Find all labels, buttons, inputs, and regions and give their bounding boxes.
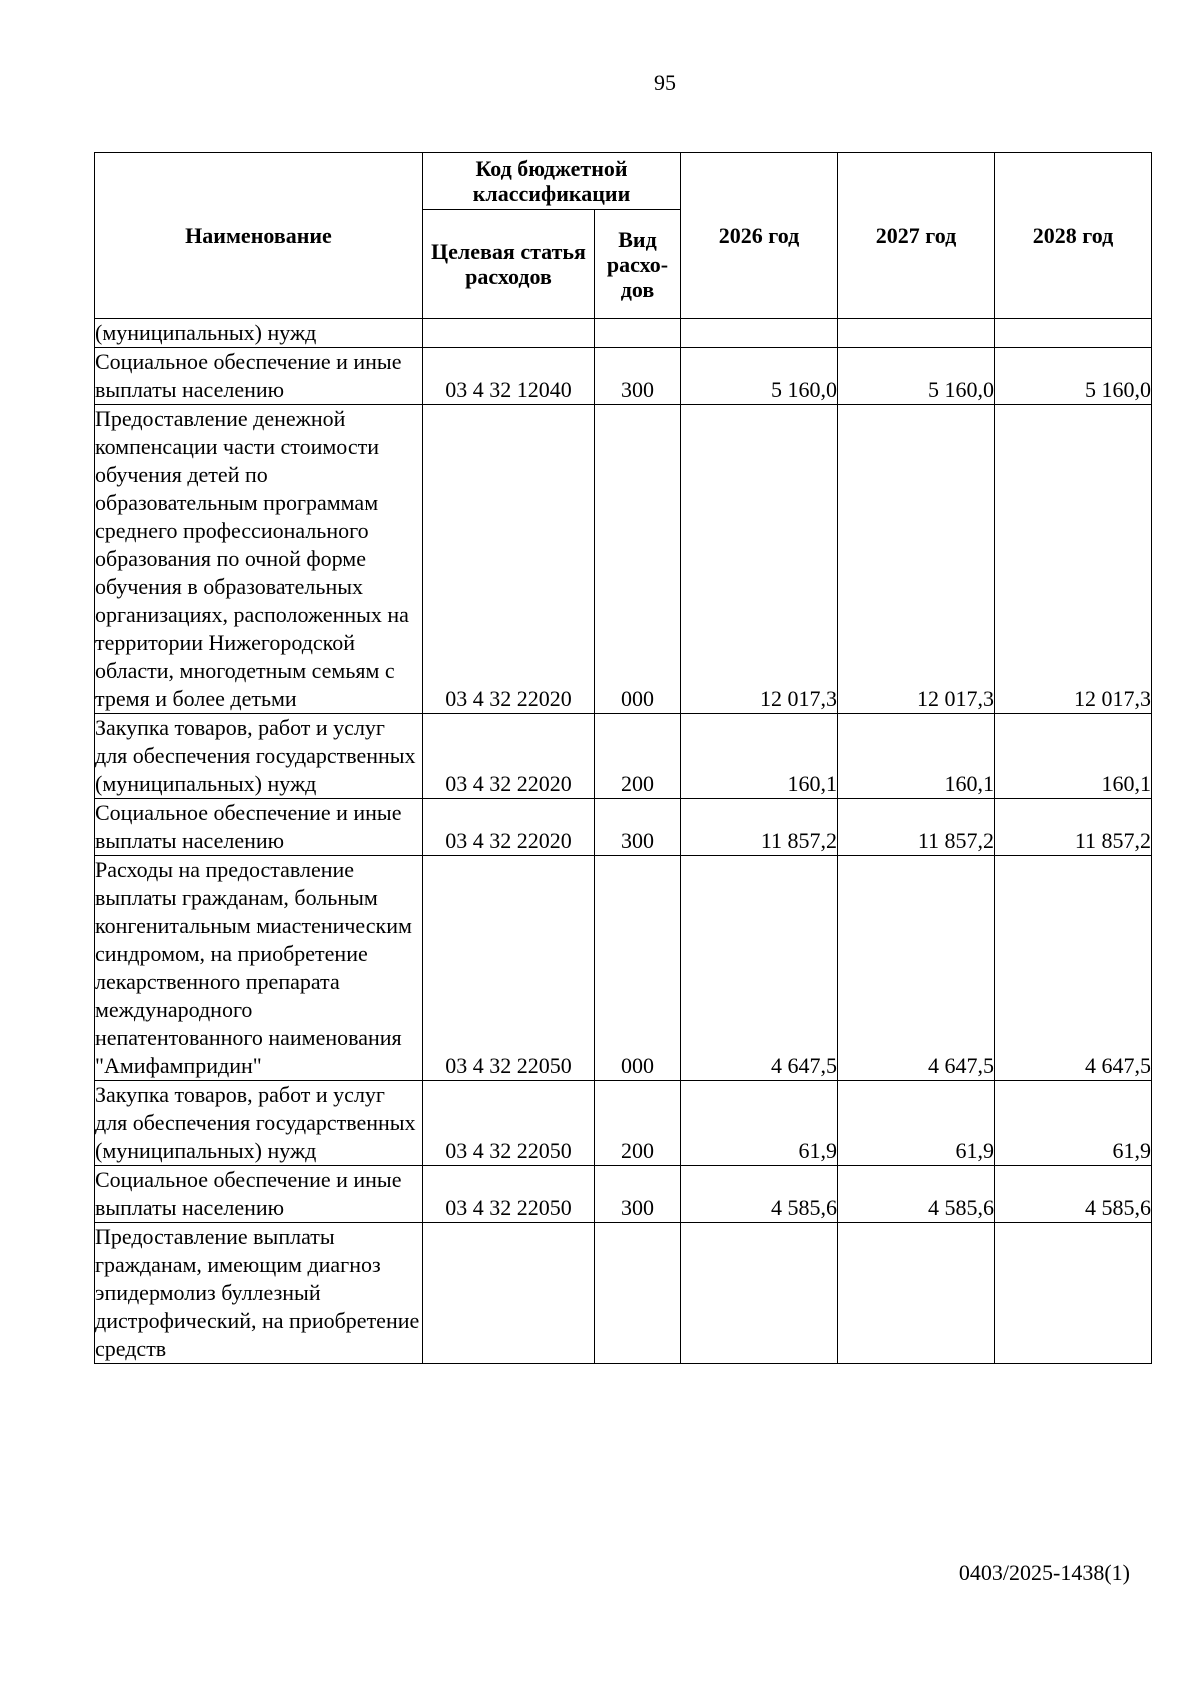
row-amount-2028: 4 585,6 (995, 1166, 1152, 1223)
row-expense-kind: 300 (595, 348, 681, 405)
row-expense-kind: 200 (595, 1081, 681, 1166)
row-amount-2026: 4 585,6 (681, 1166, 838, 1223)
header-row (95, 153, 1152, 210)
row-expense-kind: 300 (595, 1166, 681, 1223)
row-amount-2027: 5 160,0 (838, 348, 995, 405)
table-row (95, 1081, 1152, 1166)
document-code: 0403/2025-1438(1) (958, 1560, 1130, 1585)
row-amount-2027 (838, 1223, 995, 1364)
row-name: Закупка товаров, работ и услуг для обеспечения государственных (муниципальных) нужд (95, 1081, 423, 1166)
row-amount-2028: 12 017,3 (995, 405, 1152, 714)
row-expense-kind: 300 (595, 799, 681, 856)
row-target-code: 03 4 32 22020 (423, 405, 595, 714)
row-target-code: 03 4 32 22020 (423, 714, 595, 799)
table-row (95, 405, 1152, 714)
row-expense-kind: 000 (595, 405, 681, 714)
header-year-2026: 2026 год (681, 153, 838, 319)
row-amount-2028 (995, 1223, 1152, 1364)
table-row (95, 1223, 1152, 1364)
row-name: Социальное обеспечение и иные выплаты населению (95, 799, 423, 856)
row-target-code: 03 4 32 22050 (423, 1081, 595, 1166)
header-year-2027: 2027 год (838, 153, 995, 319)
row-name: Закупка товаров, работ и услуг для обеспечения государственных (муниципальных) нужд (95, 714, 423, 799)
row-amount-2026: 160,1 (681, 714, 838, 799)
row-amount-2027: 12 017,3 (838, 405, 995, 714)
row-name: Социальное обеспечение и иные выплаты населению (95, 1166, 423, 1223)
row-name: Расходы на предоставление выплаты гражданам, больным конгенитальным миастеническим синдромом, на приобретение лекарственного препарата международного непатентованного наименования "Амифампридин" (95, 856, 423, 1081)
row-amount-2027: 4 647,5 (838, 856, 995, 1081)
row-expense-kind: 200 (595, 714, 681, 799)
row-target-code: 03 4 32 22050 (423, 1166, 595, 1223)
row-amount-2026: 4 647,5 (681, 856, 838, 1081)
row-name: Предоставление денежной компенсации части стоимости обучения детей по образовательным программам среднего профессионального образования по очной форме обучения в образовательных организациях, расположенных на территории Нижегородской области, многодетным семьям с тремя и более детьми (95, 405, 423, 714)
row-amount-2027: 61,9 (838, 1081, 995, 1166)
table-row (95, 1166, 1152, 1223)
row-amount-2026 (681, 1223, 838, 1364)
header-name: Наименование (95, 153, 423, 319)
row-expense-kind: 000 (595, 856, 681, 1081)
table-row (95, 714, 1152, 799)
row-amount-2028: 160,1 (995, 714, 1152, 799)
row-target-code (423, 1223, 595, 1364)
row-amount-2028: 11 857,2 (995, 799, 1152, 856)
table-row (95, 856, 1152, 1081)
row-target-code: 03 4 32 22020 (423, 799, 595, 856)
header-code-group: Код бюджетной классификации (423, 153, 681, 210)
row-target-code (423, 319, 595, 348)
row-amount-2026: 11 857,2 (681, 799, 838, 856)
row-expense-kind (595, 319, 681, 348)
budget-table (94, 152, 1152, 1364)
row-amount-2026: 61,9 (681, 1081, 838, 1166)
table-row (95, 319, 1152, 348)
row-amount-2027: 4 585,6 (838, 1166, 995, 1223)
row-amount-2027: 11 857,2 (838, 799, 995, 856)
row-amount-2028 (995, 319, 1152, 348)
row-amount-2028: 5 160,0 (995, 348, 1152, 405)
row-amount-2027 (838, 319, 995, 348)
table-row (95, 799, 1152, 856)
header-expense-kind: Вид расхо-дов (595, 210, 681, 319)
row-amount-2027: 160,1 (838, 714, 995, 799)
row-target-code: 03 4 32 12040 (423, 348, 595, 405)
row-name: Предоставление выплаты гражданам, имеющим диагноз эпидермолиз буллезный дистрофический, на приобретение средств (95, 1223, 423, 1364)
page-number: 95 (654, 70, 676, 95)
row-expense-kind (595, 1223, 681, 1364)
row-name: (муниципальных) нужд (95, 319, 423, 348)
table-row (95, 348, 1152, 405)
header-year-2028: 2028 год (995, 153, 1152, 319)
row-amount-2028: 61,9 (995, 1081, 1152, 1166)
row-amount-2028: 4 647,5 (995, 856, 1152, 1081)
row-target-code: 03 4 32 22050 (423, 856, 595, 1081)
row-amount-2026: 5 160,0 (681, 348, 838, 405)
row-amount-2026 (681, 319, 838, 348)
row-amount-2026: 12 017,3 (681, 405, 838, 714)
header-target-article: Целевая статья расходов (423, 210, 595, 319)
row-name: Социальное обеспечение и иные выплаты населению (95, 348, 423, 405)
